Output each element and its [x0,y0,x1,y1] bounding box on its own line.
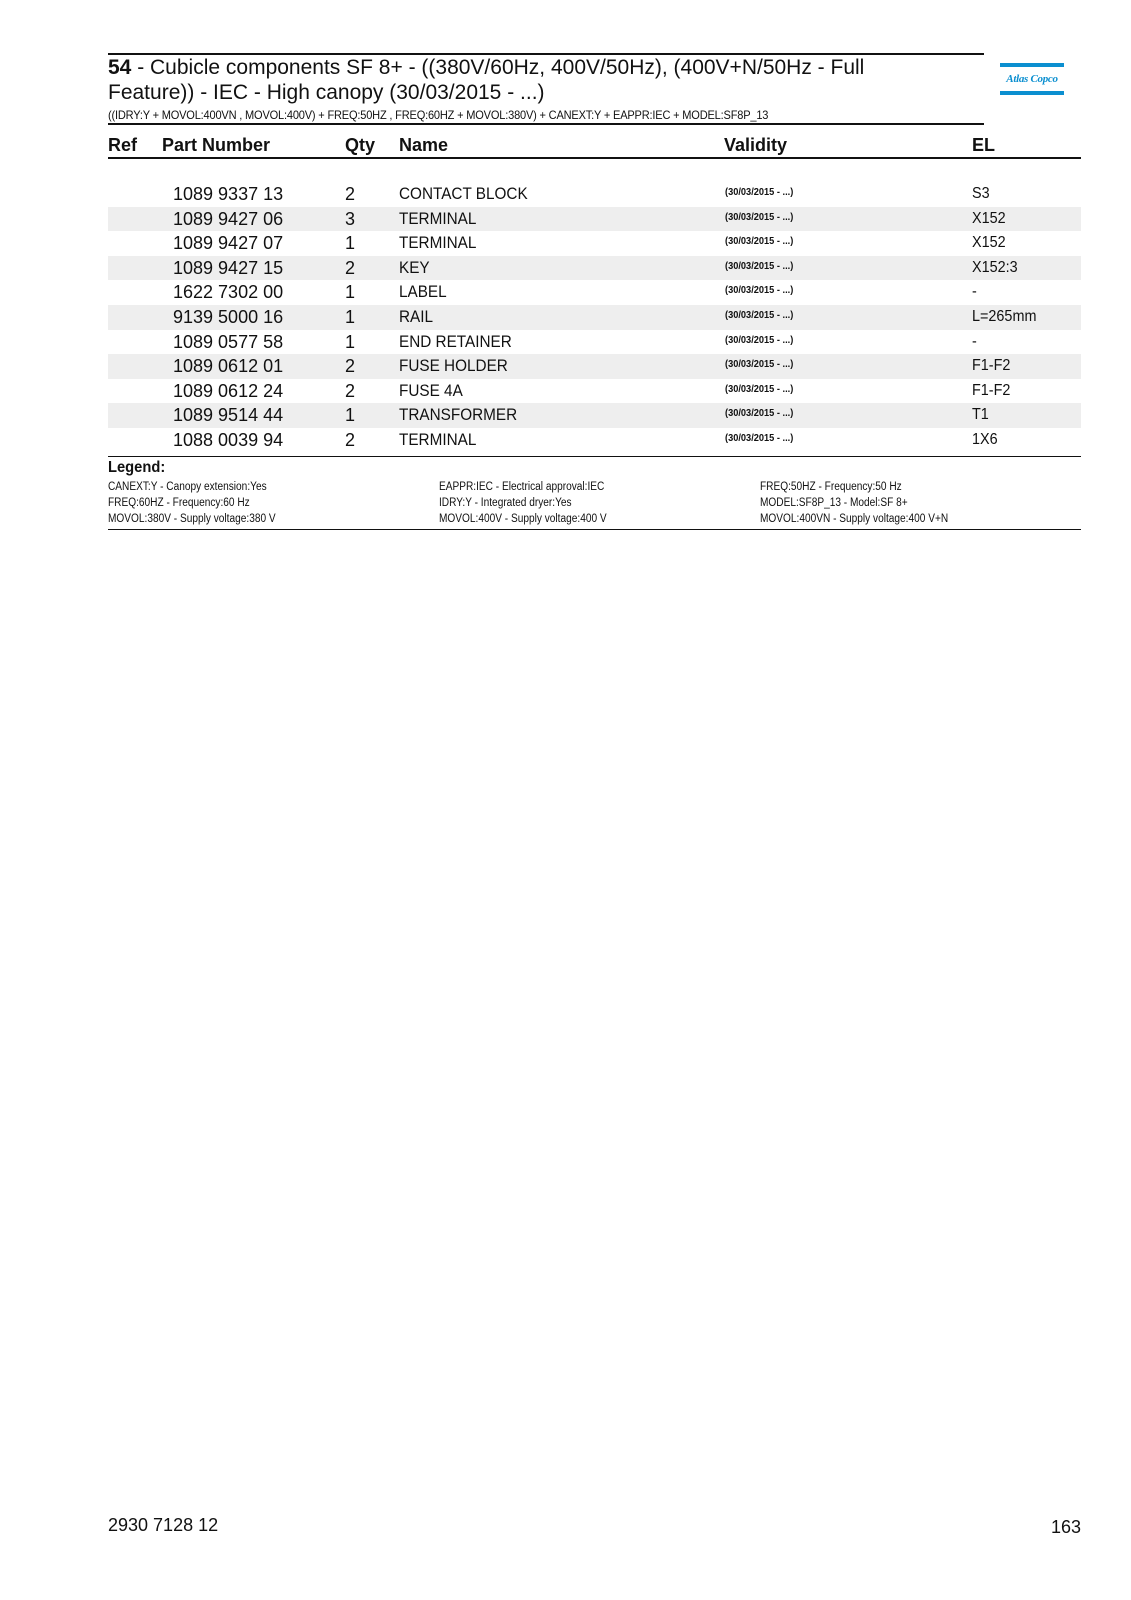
part-name: TERMINAL [399,429,477,449]
validity-condition: ((IDRY:Y + MOVOL:400VN , MOVOL:400V) + FREQ:50HZ , FREQ:60HZ + MOVOL:380V) + CANEXT:Y + EAPPR:IEC + MODEL:SF8P_13 [108,108,769,122]
part-name: KEY [399,257,430,277]
part-number: 1089 0612 24 [173,380,284,401]
column-header-validity: Validity [724,135,788,155]
table-row [108,354,1081,379]
electrical-ref: L=265mm [972,307,1037,325]
legend-item: MOVOL:400V - Supply voltage:400 V [439,513,607,525]
logo-bar-bottom [1000,91,1064,95]
validity: (30/03/2015 - ...) [725,259,794,272]
legend-item: FREQ:50HZ - Frequency:50 Hz [760,481,902,493]
part-name: TERMINAL [399,233,477,253]
table-row [108,256,1081,281]
part-number: 9139 5000 16 [173,306,284,327]
legend-item: CANEXT:Y - Canopy extension:Yes [108,481,267,493]
validity: (30/03/2015 - ...) [725,382,794,395]
table-row [108,330,1081,355]
legend-title: Legend: [108,459,166,476]
table-row [108,207,1081,232]
part-number: 1089 0612 01 [173,356,284,377]
validity: (30/03/2015 - ...) [725,431,794,444]
logo-bar-top [1000,63,1064,67]
part-number: 1089 9427 07 [173,233,284,254]
validity: (30/03/2015 - ...) [725,235,794,248]
legend-item: MODEL:SF8P_13 - Model:SF 8+ [760,497,908,509]
part-number: 1622 7302 00 [173,282,284,303]
quantity: 1 [345,331,356,352]
logo-text: Atlas Copco [1006,73,1058,85]
quantity: 3 [345,208,356,229]
atlas-copco-logo [1000,63,1064,95]
quantity: 2 [345,257,356,278]
quantity: 1 [345,306,356,327]
electrical-ref: T1 [972,406,989,424]
electrical-ref: S3 [972,185,990,202]
table-header-rule [108,157,1081,159]
document-number: 2930 7128 12 [108,1515,219,1535]
legend-item: MOVOL:400VN - Supply voltage:400 V+N [760,513,949,525]
electrical-ref: 1X6 [972,430,998,448]
part-number: 1089 9427 06 [173,208,284,229]
legend-item: IDRY:Y - Integrated dryer:Yes [439,497,572,509]
table-row [108,403,1081,428]
column-header-el: EL [972,135,996,155]
column-header-name: Name [399,135,449,155]
part-number: 1089 9514 44 [173,405,284,426]
validity: (30/03/2015 - ...) [725,210,794,223]
table-row [108,379,1081,404]
title-block [108,55,988,123]
part-number: 1089 0577 58 [173,331,284,352]
table-row [108,428,1081,453]
legend-item: EAPPR:IEC - Electrical approval:IEC [439,481,605,493]
quantity: 2 [345,356,356,377]
section-number: 54 [108,56,132,79]
table-row [108,231,1081,256]
quantity: 2 [345,184,356,204]
quantity: 1 [345,233,356,254]
legend-bottom-rule [108,529,1081,530]
electrical-ref: X152 [972,234,1006,252]
quantity: 2 [345,429,356,450]
quantity: 1 [345,282,356,303]
validity: (30/03/2015 - ...) [725,407,794,420]
validity: (30/03/2015 - ...) [725,284,794,297]
column-header-part-number: Part Number [162,135,271,155]
electrical-ref: X152:3 [972,258,1018,276]
part-name: TRANSFORMER [399,405,518,425]
legend-item: FREQ:60HZ - Frequency:60 Hz [108,497,250,509]
part-name: FUSE 4A [399,380,463,400]
part-number: 1088 0039 94 [173,429,284,450]
part-number: 1089 9337 13 [173,184,284,204]
electrical-ref: - [972,283,977,301]
parts-table-body [108,182,1081,453]
column-header-ref: Ref [108,135,138,155]
electrical-ref: F1-F2 [972,357,1011,375]
part-name: TERMINAL [399,208,477,228]
column-header-qty: Qty [345,135,376,155]
validity: (30/03/2015 - ...) [725,308,794,321]
part-name: LABEL [399,282,447,302]
validity: (30/03/2015 - ...) [725,358,794,371]
quantity: 1 [345,405,356,426]
electrical-ref: X152 [972,209,1006,227]
page-number: 163 [1050,1517,1081,1537]
table-row [108,280,1081,305]
part-name: RAIL [399,306,434,326]
electrical-ref: - [972,332,977,350]
quantity: 2 [345,380,356,401]
validity: (30/03/2015 - ...) [725,333,794,346]
title-line-1: - Cubicle components SF 8+ - ((380V/60Hz, 400V/50Hz), (400V+N/50Hz - Full [131,56,865,79]
part-name: FUSE HOLDER [399,356,508,376]
title-line-2: Feature)) - IEC - High canopy (30/03/2015 - ...) [108,81,545,104]
part-name: CONTACT BLOCK [399,184,528,203]
validity: (30/03/2015 - ...) [725,186,794,198]
table-row [108,305,1081,330]
table-bottom-rule [108,456,1081,457]
legend-item: MOVOL:380V - Supply voltage:380 V [108,513,276,525]
electrical-ref: F1-F2 [972,381,1011,399]
header-bottom-rule [108,123,984,125]
table-row [108,182,1081,207]
page-title [108,55,988,105]
part-name: END RETAINER [399,331,512,351]
part-number: 1089 9427 15 [173,257,284,278]
